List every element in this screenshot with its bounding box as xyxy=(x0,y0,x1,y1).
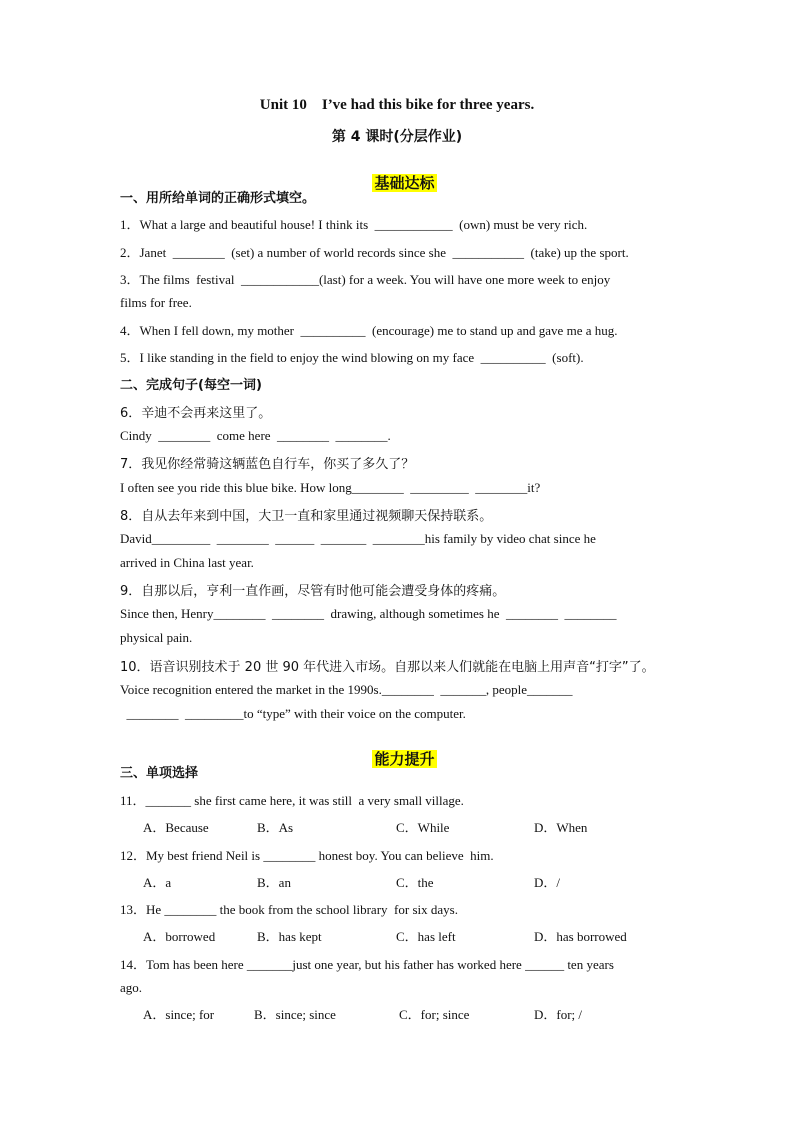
question-9-english-line2: physical pain. xyxy=(120,630,193,645)
option-b: B．has kept xyxy=(257,929,322,944)
level2-badge: 能力提升 xyxy=(374,750,435,768)
option-a: A．a xyxy=(143,875,172,890)
section2-heading: 二、完成句子(每空一词) xyxy=(120,378,262,393)
option-a: A．since; for xyxy=(143,1007,215,1022)
option-b: B．since; since xyxy=(254,1007,336,1022)
question-11-options xyxy=(143,817,703,835)
section3-heading: 三、单项选择 xyxy=(120,766,199,781)
question-13-options xyxy=(143,926,703,944)
question-4: 4．When I fell down, my mother __________ (encourage) me to stand up and gave me a hug. xyxy=(120,323,618,338)
option-b: B．As xyxy=(257,820,294,835)
option-a: A．borrowed xyxy=(143,929,216,944)
question-14-stem-line1: 14．Tom has been here _______just one year, but his father has worked here ______ ten years xyxy=(120,957,614,972)
question-2: 2．Janet ________ (set) a number of world records since she ___________ (take) up the sport. xyxy=(120,245,629,260)
question-1: 1．What a large and beautiful house! I think its ____________ (own) must be very rich. xyxy=(120,217,588,232)
question-8-english-line1: David_________ ________ ______ _______ ________his family by video chat since he xyxy=(120,531,596,546)
unit-title: Unit 10 I’ve had this bike for three years. xyxy=(259,97,535,113)
option-d: D．for; / xyxy=(534,1007,583,1022)
question-11-stem: 11．_______ she first came here, it was still a very small village. xyxy=(120,793,464,808)
option-b: B．an xyxy=(257,875,291,890)
question-10-english-line1: Voice recognition entered the market in the 1990s.________ _______, people_______ xyxy=(120,682,573,697)
question-3-line2: films for free. xyxy=(120,295,192,310)
question-3-line1: 3．The films festival ____________(last) for a week. You will have one more week to enjoy xyxy=(120,272,611,287)
option-c: C．the xyxy=(396,875,434,890)
option-d: D．has borrowed xyxy=(534,929,627,944)
question-14-options xyxy=(143,1004,703,1022)
question-9-chinese: 9．自那以后，亨利一直作画，尽管有时他可能会遭受身体的疼痛。 xyxy=(120,584,506,599)
question-6-chinese: 6．辛迪不会再来这里了。 xyxy=(120,406,272,421)
question-8-english-line2: arrived in China last year. xyxy=(120,555,254,570)
question-10-chinese: 10．语音识别技术于 20 世 90 年代进入市场。自那以来人们就能在电脑上用声音“打字”了。 xyxy=(120,660,655,675)
question-14-stem-line2: ago. xyxy=(120,980,143,995)
question-10-english-line2: ________ _________to “type” with their voice on the computer. xyxy=(120,706,466,721)
option-d: D．/ xyxy=(534,875,561,890)
question-7-chinese: 7．我见你经常骑这辆蓝色自行车，你买了多久了？ xyxy=(120,457,415,472)
option-a: A．Because xyxy=(143,820,209,835)
question-12-stem: 12．My best friend Neil is ________ honest boy. You can believe him. xyxy=(120,848,494,863)
option-c: C．While xyxy=(396,820,450,835)
lesson-title: 第 4 课时(分层作业) xyxy=(331,129,463,145)
question-13-stem: 13．He ________ the book from the school library for six days. xyxy=(120,902,458,917)
question-9-english-line1: Since then, Henry________ ________ drawing, although sometimes he ________ ________ xyxy=(120,606,617,621)
section1-heading: 一、用所给单词的正确形式填空。 xyxy=(120,191,316,206)
level1-badge: 基础达标 xyxy=(374,174,435,192)
option-c: C．has left xyxy=(396,929,456,944)
option-d: D．When xyxy=(534,820,588,835)
question-7-english: I often see you ride this blue bike. How long________ _________ ________it? xyxy=(120,480,541,495)
option-c: C．for; since xyxy=(399,1007,470,1022)
question-5: 5．I like standing in the field to enjoy the wind blowing on my face __________ (soft). xyxy=(120,350,584,365)
question-12-options xyxy=(143,872,703,890)
question-6-english: Cindy ________ come here ________ ________. xyxy=(120,428,391,443)
question-8-chinese: 8．自从去年来到中国，大卫一直和家里通过视频聊天保持联系。 xyxy=(120,509,493,524)
